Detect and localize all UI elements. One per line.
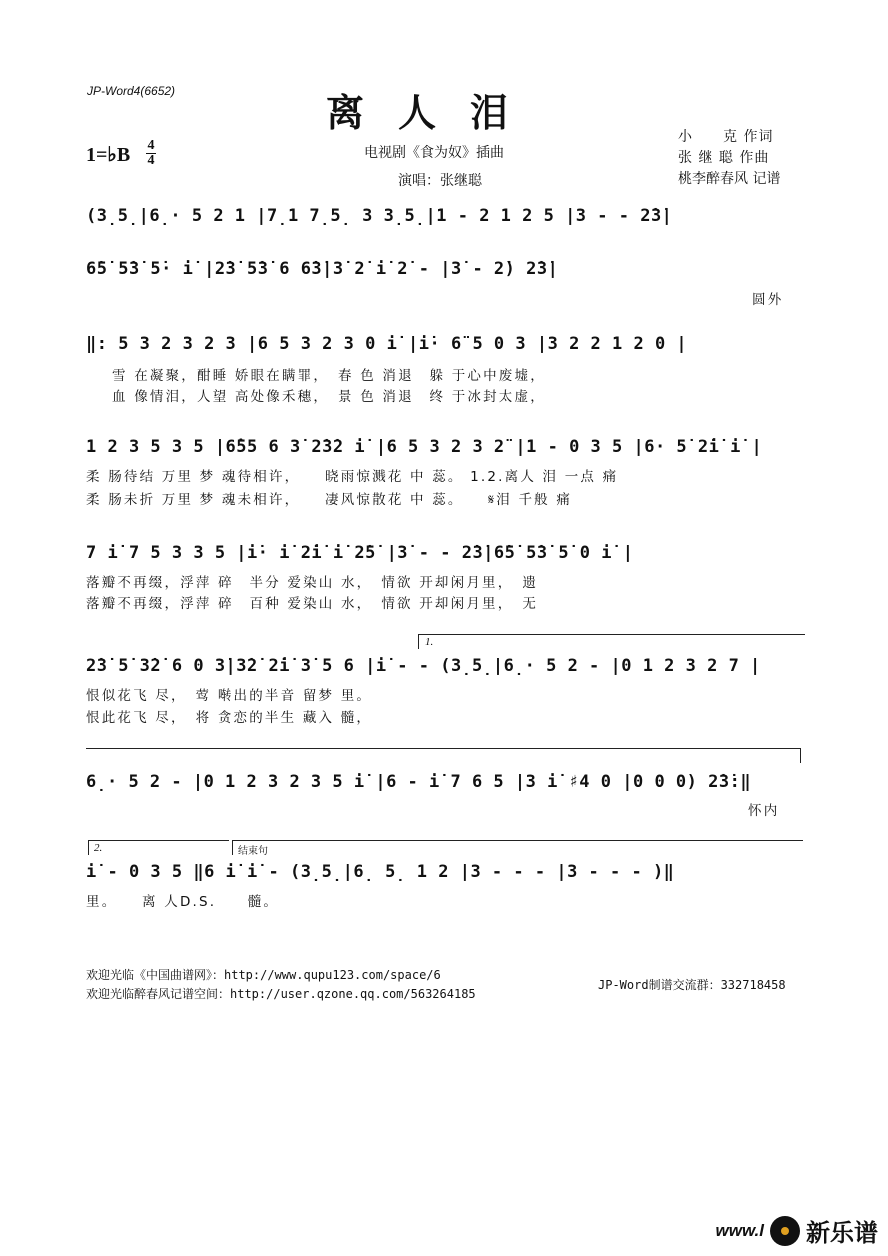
score-system-6: 2̇3̇ 5̇ 3̇2̇ 6 0 3̇|3̇2̇ 2̇i̇ 3̇ 5 6 |i̇ - - (3̣5̣|6̣· 5 2 - |0 1 2 3 2 7 | [86,656,761,676]
singer: 演唱：张继聪 [398,173,482,189]
score-system-5: 7 i̇ 7 5 3 3 5 |i̇· i̇ 2̇i̇ i̇ 2̇5̇ |3̇ - - 2̇3̇|6̇5̇ 5̇3̇ 5̇ 0 i̇ | [86,543,634,563]
vinyl-disc-icon [770,1216,800,1246]
lyric-verse-2: 血 像情泪，人望 高处像禾穗， 景 色 消退 终 于冰封太虚， [112,389,546,405]
lyric-pickup-1: 圆外 [752,292,784,308]
lyric-verse-2: 落瓣不再缀，浮萍 碎 百种 爱染山 水， 情欲 开却闲月里， 无 [86,596,539,612]
time-signature-top: 4 [147,138,155,153]
footer-link-qupu[interactable]: 欢迎光临《中国曲谱网》：http://www.qupu123.com/space/6 [86,968,441,982]
score-system-2: 6̇5̇ 5̇3̇ 5̇· i̇ |2̇3̇ 5̇3̇ 6 6̇3̇|3̇ 2̇ i̇ 2̇ - |3̇ - 2̇) 2̇3̇| [86,259,559,279]
volta-label-1: 1. [425,636,434,648]
ending-bracket [232,840,803,855]
software-tag: JP-Word4(6652) [87,84,176,98]
volta-bracket-2 [88,840,229,855]
subtitle: 电视剧《食为奴》插曲 [364,145,504,161]
volta-bracket-1-continued [86,748,801,763]
ending-label: 结束句 [238,846,268,857]
volta-label-2: 2. [94,842,103,854]
volta-bracket-1 [418,634,805,649]
lyric-verse-2: 柔 肠未折 万里 梦 魂未相许， 凄风惊散花 中 蕊。 𝄋泪 千般 痛 [86,492,573,508]
score-system-7: 6̣· 5 2 - |0 1 2 3 2 3 5 i̇ |6 - i̇ 7 6 5 |3 i̇ ♯4 0 |0 0 0) 2̇3̇:‖ [86,772,752,792]
lyric-verse-2: 恨此花飞 尽， 将 贪恋的半生 藏入 髓， [86,710,373,726]
footer-link-qzone[interactable]: 欢迎光临醉春风记谱空间：http://user.qzone.qq.com/563264185 [86,987,476,1001]
logo-brand-text: 新乐谱 [806,1219,878,1247]
logo-www-text: www.l [715,1220,764,1240]
lyric-ending: 里。 离 人D.S. 髓。 [86,894,280,910]
lyric-verse-1: 恨似花飞 尽， 莺 啭出的半音 留梦 里。 [86,688,373,704]
key-signature: 1=♭B [86,144,131,166]
page-title: 离人泪 [326,90,543,135]
lyric-verse-1: 柔 肠待结 万里 梦 魂待相许， 晓雨惊溅花 中 蕊。 1.2.离人 泪 一点 痛 [86,469,619,485]
lyricist: 小 克 作词 [678,129,774,145]
score-system-3: ‖: 5 3 2 3 2 3 |6 5 3 2 3 0 i̇ |i̇· 6̈ 5 0 3 |3 2 2 1 2 0 | [86,334,688,354]
lyric-pickup-2: 怀内 [748,803,780,819]
time-signature-bottom: 4 [147,153,155,168]
site-logo [716,1213,879,1248]
lyric-verse-1: 落瓣不再缀，浮萍 碎 半分 爱染山 水， 情欲 开却闲月里， 遗 [86,575,539,591]
score-system-4: 1 2 3 5 3 5 |6̂55 6 3̇ 2̇3̇2 i̇ |6 5 3 2 3 2̈ |1 - 0 3 5 |6· 5̇ 2̇i̇ i̇ | [86,437,763,457]
transcriber: 桃李醉春风 记谱 [678,171,781,187]
footer-group: JP-Word制谱交流群：332718458 [598,978,786,992]
lyric-verse-1: 雪 在凝聚，酣睡 娇眼在瞒罪， 春 色 消退 躲 于心中废墟， [112,368,546,384]
score-system-1: (3̣5̣|6̣· 5 2 1 |7̣1 7̣5̣ 3 3̣5̣|1 - 2 1 2 5 |3 - - 2̇3̇| [86,206,673,226]
time-signature [146,139,156,168]
composer: 张 继 聪 作曲 [678,150,770,166]
score-system-8: i̇ - 0 3 5 ‖6 i̇ i̇ - (3̣5̣|6̣ 5̣ 1 2 |3 - - - |3 - - - )‖ [86,862,675,882]
